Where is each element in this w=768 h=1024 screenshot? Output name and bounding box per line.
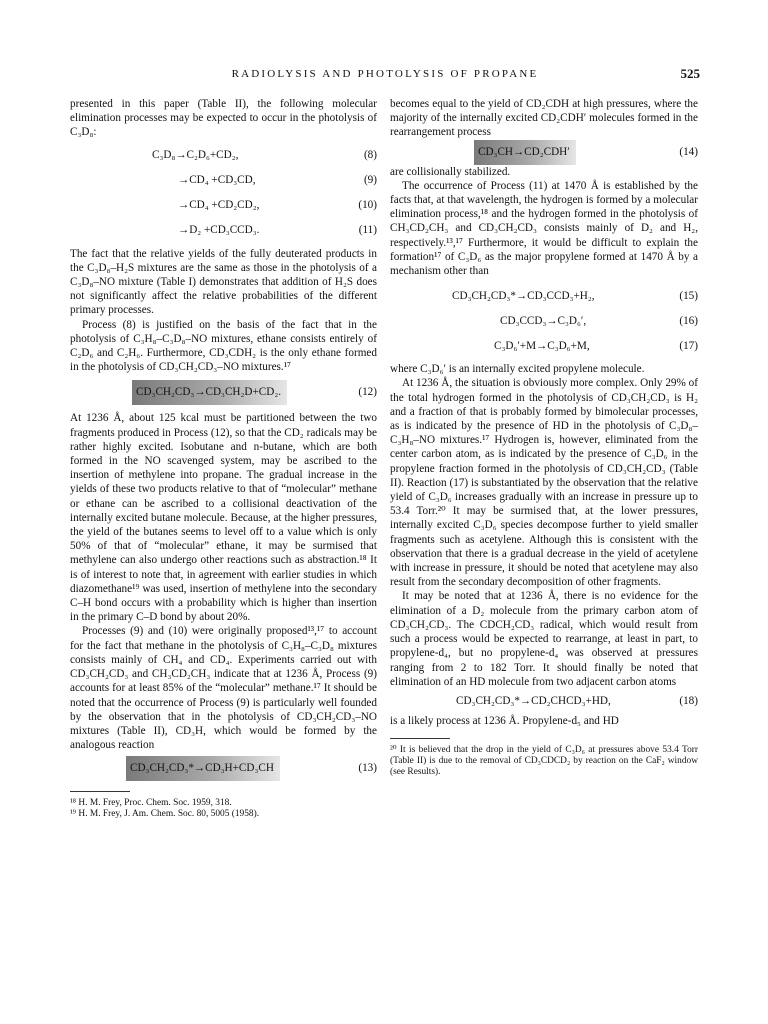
left-column: [70, 97, 377, 820]
equation-18: [390, 689, 698, 714]
running-head: RADIOLYSIS AND PHOTOLYSIS OF PROPANE: [231, 68, 539, 80]
page-number: 525: [680, 66, 700, 81]
paragraph: presented in this paper (Table II), the following molecular elimination processes may be expected to occur in the photolysis of C₃D₈:: [70, 98, 377, 139]
paragraph: At 1236 Å, the situation is obviously more complex. Only 29% of the total hydrogen formed in the photolysis of CD₃CH₂CD₃ is H₂ and a fraction of that is probably formed by bimolecular processes, as is indicated by the presence of HD in the photolysis of C₃D₈–C₃H₈–NO mixtures.¹⁷ Hydrogen is, however, eliminated from the center carbon atom, as is indicated by the presence of C₃D₆ in the propylene fraction formed in the photolysis of CD₃CH₂CD₃ (Table II). Reaction (17) is substantiated by the observation that the relative yield of C₃D₆ increases gradually with an increase in pressure up to 53.4 Torr.²⁰ It may be surmised that, at the lower pressures, internally excited C₃D₆ species decompose further to yield smaller fragments such as acetylene. Although this is consistent with the observation that there is a gradual decrease in the yield of acetylene with increase in pressure, it should be noted that acetylene may also result from the secondary decomposition of other fragments.: [390, 377, 698, 589]
equation-8: [70, 143, 377, 168]
equation-expression: CD₃CH→CD₂CDH′: [474, 140, 576, 165]
equation-number: (16): [679, 315, 698, 328]
equation-number: (13): [358, 762, 377, 775]
equation-16: [390, 309, 698, 334]
equation-17: [390, 334, 698, 359]
paragraph: At 1236 Å, about 125 kcal must be partitioned between the two fragments produced in Process (12), so that the CD₂ radicals may be rather highly excited. Isobutane and n-butane, which are both formed in the NO scavenged system, may be ascribed to the insertion of methylene into propane. The gradual increase in the yields of these two products relative to that of “molecular” methane or ethane can be ascribed to a collisional deactivation of the internally excited butane molecule. Because, at the higher pressures, the yield of the butanes seems to level off to a value which is only 50% of that of “molecular” ethane, it may be surmised that methylene can also undergo other reactions such as abstraction.¹⁸ It is of interest to note that, in agreement with earlier studies in which diazomethane¹⁹ was used, insertion of methylene into the secondary C–H bond occurs with a probability which is higher than insertion in the primary C–D bond by about 20%.: [70, 412, 377, 624]
equation-11: [70, 218, 377, 243]
paragraph: where C₃D₆′ is an internally excited propylene molecule.: [390, 363, 645, 376]
paragraph: It may be noted that at 1236 Å, there is no evidence for the elimination of a D₂ molecule from the primary carbon atom of CD₃CH₂CD₃. The CDCH₂CD₃ radical, which would result from such a process would be expected to rearrange, at least in part, to propylene-d₄, but no propylene-d₄ was observed at pressures ranging from 2 to 182 Torr. It should finally be noted that elimination of an HD molecule from two adjacent carbon atoms: [390, 590, 698, 688]
equation-expression: CD₃CCD₃→C₃D₆′,: [500, 315, 587, 328]
footnote-19: ¹⁹ H. M. Frey, J. Am. Chem. Soc. 80, 5005 (1958).: [70, 809, 260, 820]
equation-13: [70, 756, 377, 781]
paragraph: The occurrence of Process (11) at 1470 Å is established by the facts that, at that wavelength, the hydrogen is formed by a molecular elimination process,¹⁸ and the hydrogen formed in the photolysis of CH₃CD₂CH₃ and CD₃CH₂CD₃ consists mainly of D₂ and H₂, respectively.¹³,¹⁷ Furthermore, it would be difficult to explain the formation¹⁷ of C₃D₆ as the major propylene formed at 1470 Å by a mechanism other than: [390, 179, 698, 278]
equation-number: (11): [358, 223, 377, 236]
equation-number: (12): [358, 386, 377, 399]
footnote-20: ²⁰ It is believed that the drop in the yield of C₃D₆ at pressures above 53.4 Torr (Table II) is due to the removal of CD₃CDCD₂ by reaction on the CaF₂ window (see Results).: [390, 745, 698, 778]
equation-expression: CD₃CH₂CD₃*→CD₃H+CD₃CH: [126, 756, 280, 781]
equation-number: (10): [358, 198, 377, 211]
equation-15: [390, 284, 698, 309]
equation-expression: →CD₄ +CD₂CD₂,: [178, 198, 260, 211]
paragraph: Processes (9) and (10) were originally proposed¹³,¹⁷ to account for the fact that methane in the photolysis of C₃H₈–C₃D₈ mixtures consists mainly of CH₄ and CD₄. Experiments carried out with CD₃CH₂CD₃ and CH₃CD₂CH₃ indicate that at 1236 Å, Process (9) accounts for at least 85% of the “molecular” methane.¹⁷ It should be noted that the occurrence of Process (9) is particularly well founded by the observation that in the photolysis of CD₃CH₂CD₃–NO mixtures (Table II), CD₃H, which would be formed by the analogous reaction: [70, 625, 377, 752]
equation-number: (14): [679, 145, 698, 158]
equation-14: [390, 140, 698, 165]
paragraph: becomes equal to the yield of CD₂CDH at high pressures, where the majority of the internally excited CD₂CDH′ molecules formed in the rearrangement process: [390, 98, 698, 139]
equation-9: [70, 168, 377, 193]
page-header: [70, 66, 700, 86]
equation-expression: →D₂ +CD₃CCD₃.: [178, 223, 260, 236]
equation-expression: CD₃CH₂CD₃*→CD₃CCD₃+H₂,: [452, 290, 595, 303]
equation-number: (15): [679, 290, 698, 303]
equation-expression: →CD₄ +CD₃CD,: [178, 173, 256, 186]
equation-number: (17): [679, 340, 698, 353]
equation-12: [70, 380, 377, 405]
footnote-rule: [70, 791, 130, 792]
paragraph: Process (8) is justified on the basis of the fact that in the photolysis of C₃H₈–C₃D₈–NO mixtures, ethane consists entirely of C₂D₆ and C₂H₆. Furthermore, CD₃CDH₂ is the only ethane formed in the photolysis of CD₃CH₂CD₃–NO mixtures.¹⁷: [70, 318, 377, 374]
equation-number: (18): [679, 694, 698, 707]
paragraph: The fact that the relative yields of the fully deuterated products in the C₃D₈–H₂S mixtures are the same as those in the photolysis of a C₃D₈–NO mixture (Table I) demonstrates that addition of H₂S does not significantly affect the relative probabilities of the different primary processes.: [70, 247, 377, 317]
equation-expression: C₃D₆′+M→C₃D₆+M,: [494, 340, 590, 353]
equation-number: (9): [363, 173, 377, 186]
footnote-rule: [390, 738, 450, 739]
equation-expression: CD₃CH₂CD₃*→CD₂CHCD₃+HD,: [456, 694, 611, 707]
right-column: [390, 97, 698, 778]
equation-number: (8): [363, 148, 377, 161]
paragraph: are collisionally stabilized.: [390, 165, 511, 178]
equation-expression: C₃D₈→C₂D₆+CD₂,: [152, 148, 239, 161]
equation-10: [70, 193, 377, 218]
footnote-18: ¹⁸ H. M. Frey, Proc. Chem. Soc. 1959, 318.: [70, 798, 232, 809]
paragraph: is a likely process at 1236 Å. Propylene-d₅ and HD: [390, 714, 619, 727]
equation-expression: CD₃CH₂CD₃→CD₃CH₂D+CD₂.: [132, 380, 287, 405]
